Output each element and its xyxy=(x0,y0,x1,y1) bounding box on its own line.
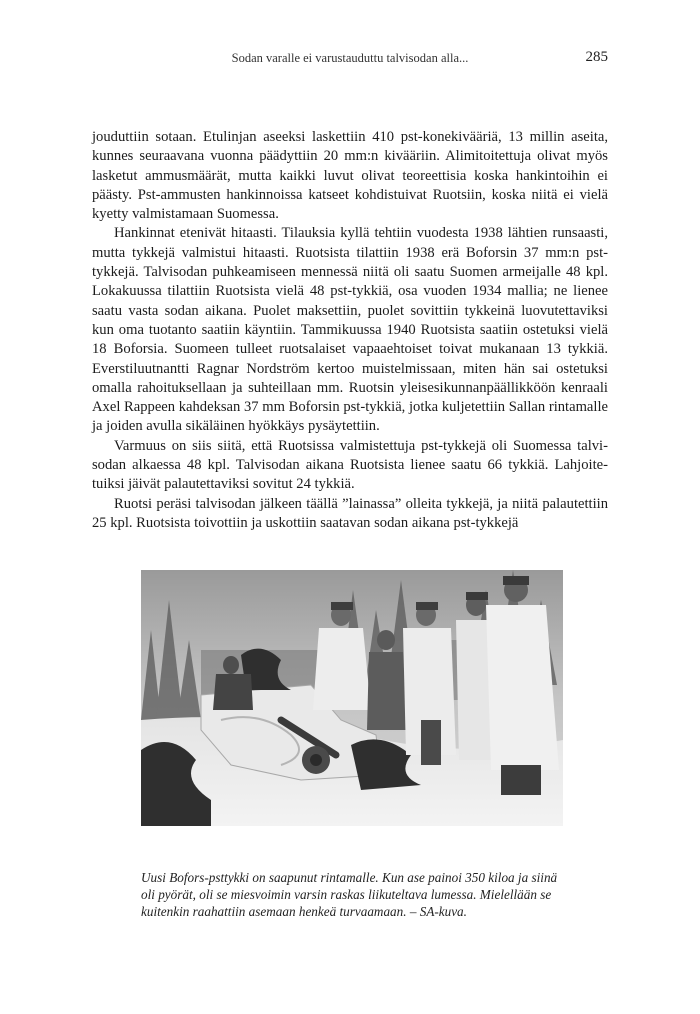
photo-illustration xyxy=(141,570,563,826)
body-text xyxy=(92,128,608,533)
paragraph-2: Hankinnat etenivät hitaasti. Tilauksia kyllä tehtiin vuodesta 1938 lähtien runsaasti, mutta tykkejä valmistui hitaasti. Ruotsista tilattiin 1938 erä Boforsin 37 mm:n pst-tykkejä. Talvisodan puhkeamiseen mennessä niitä oli saatu Suomen armeijalle 48 kpl. Lokakuussa tilattiin Ruotsista vielä 48 pst-tykkiä, osa vuoden 1934 mallia; ne lienee saatu vasta sodan aikana. Puolet maksettiin, puolet sovittiin tykkeinä luovutettaviksi kun oma tuotanto saatiin käyntiin. Tammikuussa 1940 Ruotsista saatiin ostetuksi vielä 18 Boforsia. Suomeen tulleet ruotsalaiset vapaaehtoiset toivat mukanaan 13 tykkiä. Everstiluutnantti Ragnar Nordström kertoo muistelmissaan, miten hän sai ostetuksi omalla rahoituksellaan ja suhteillaan mm. Ruotsin yleisesikunnanpäällikköön kenraali Axel Rappeen kahdeksan 37 mm Boforsin pst-tykkiä, jotka kuljetettiin Sallan rintamalle ja joiden avulla sikäläinen hyökkäys pysäytettiin. xyxy=(92,225,608,435)
running-title: Sodan varalle ei varustauduttu talvisodan alla... xyxy=(231,51,469,65)
photo-antitank-gun xyxy=(141,570,563,826)
paragraph-3: Varmuus on siis siitä, että Ruotsissa valmistettuja pst-tykkejä oli Suomessa talvisodan alkaessa 48 kpl. Talvisodan aikana Ruotsista lienee saatu 66 tykkiä. Lahjoitetuiksi jäivät palautettaviksi sovitut 24 tykkiä. xyxy=(92,437,608,493)
page-number: 285 xyxy=(585,49,608,65)
paragraph-4: Ruotsi peräsi talvisodan jälkeen täällä ”lainassa” olleita tykkejä, ja niitä palautettiin 25 kpl. Ruotsista toivottiin ja uskottiin saatavan sodan aikana pst-tykkejä xyxy=(92,495,608,531)
photo-caption: Uusi Bofors-psttykki on saapunut rintamalle. Kun ase painoi 350 kiloa ja siinä oli pyörät, oli se miesvoimin varsin raskas liikuteltava lumessa. Mielellään se kuitenkin raahattiin asemaan henkeä turvaamaan. – SA-kuva. xyxy=(141,870,558,919)
paragraph-1: jouduttiin sotaan. Etulinjan aseeksi laskettiin 410 pst-konekivääriä, 13 millin aseita, kunnes seuraavana vuonna päädyttiin 20 mm:n kivääriin. Alimitoitettuja olivat myös lasketut ammusmäärät, mutta kaikki luvut olivat teoreettisia koska hankintoihin ei päästy. Pst-ammusten hankinnoissa katseet kohdistuivat Ruotsiin, koska niitä ei vielä kyetty valmistamaan Suomessa. xyxy=(92,129,608,223)
